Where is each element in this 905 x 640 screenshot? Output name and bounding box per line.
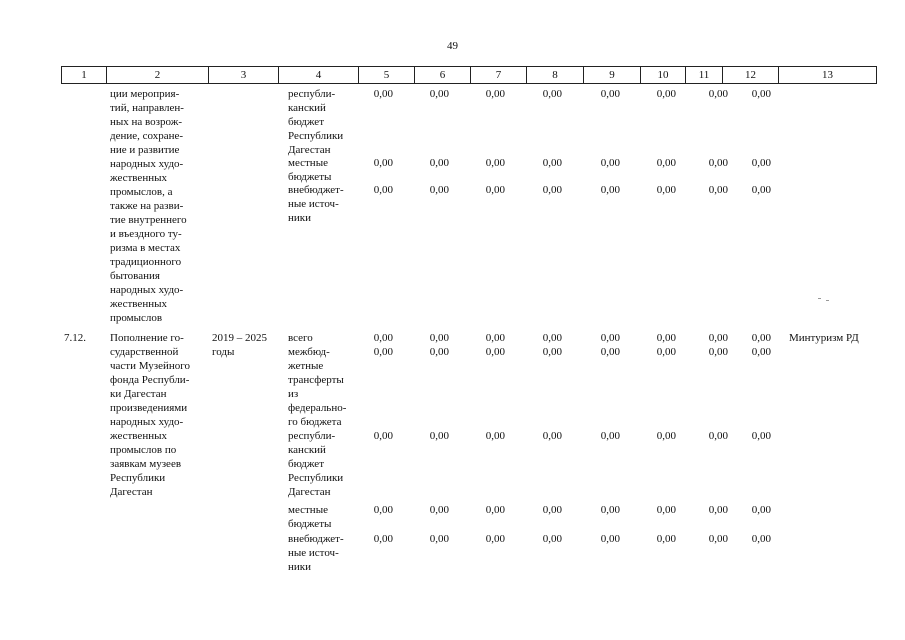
value-cell: 0,00 <box>373 332 393 344</box>
source-label-line: ные источ- <box>288 547 339 559</box>
value-cell: 0,00 <box>542 430 562 442</box>
value-cell: 0,00 <box>656 430 676 442</box>
source-label-line: бюджет <box>288 458 324 470</box>
value-cell: 0,00 <box>485 533 505 545</box>
value-cell: 0,00 <box>373 88 393 100</box>
value-cell: 0,00 <box>751 88 771 100</box>
desc-line: фонда Республи- <box>110 374 190 386</box>
value-cell: 0,00 <box>373 184 393 196</box>
desc-line: также на разви- <box>110 200 184 212</box>
header-col-5: 5 <box>359 67 415 83</box>
value-cell: 0,00 <box>429 184 449 196</box>
row2-description <box>110 331 200 499</box>
value-cell: 0,00 <box>485 157 505 169</box>
value-cell: 0,00 <box>542 533 562 545</box>
source-label-line: трансферты <box>288 374 344 386</box>
value-cell: 0,00 <box>600 346 620 358</box>
desc-line: ние и развитие <box>110 144 180 156</box>
value-cell: 0,00 <box>429 504 449 516</box>
desc-line: ных на возрож- <box>110 116 182 128</box>
value-cell: 0,00 <box>600 184 620 196</box>
value-cell: 0,00 <box>485 346 505 358</box>
value-cell: 0,00 <box>751 332 771 344</box>
value-cell: 0,00 <box>373 533 393 545</box>
source-label-line: жетные <box>288 360 324 372</box>
desc-line: жественных <box>110 298 167 310</box>
value-cell: 0,00 <box>542 88 562 100</box>
desc-line: народных худо- <box>110 284 184 296</box>
value-cell: 0,00 <box>708 504 728 516</box>
value-cell: 0,00 <box>708 533 728 545</box>
source-label-line: бюджеты <box>288 171 332 183</box>
value-cell: 0,00 <box>751 157 771 169</box>
header-col-9: 9 <box>584 67 641 83</box>
header-col-12: 12 <box>723 67 779 83</box>
value-cell: 0,00 <box>656 184 676 196</box>
source-label-line: Республики <box>288 130 344 142</box>
value-cell: 0,00 <box>656 332 676 344</box>
desc-line: Пополнение го- <box>110 332 184 344</box>
desc-line: тий, направлен- <box>110 102 184 114</box>
source-label-line: ники <box>288 212 312 224</box>
row2-period <box>212 331 282 359</box>
desc-line: и въездного ту- <box>110 228 182 240</box>
value-cell: 0,00 <box>542 504 562 516</box>
period-line: годы <box>212 346 235 358</box>
header-col-13: 13 <box>822 69 833 81</box>
source-label-line: республи- <box>288 88 336 100</box>
desc-line: Республики <box>110 472 166 484</box>
desc-line: традиционного <box>110 256 182 268</box>
header-col-8: 8 <box>527 67 584 83</box>
source-label-line: ные источ- <box>288 198 339 210</box>
value-cell: 0,00 <box>485 332 505 344</box>
source-label-line: местные <box>288 504 328 516</box>
desc-line: произведениями <box>110 402 188 414</box>
value-cell: 0,00 <box>708 88 728 100</box>
value-cell: 0,00 <box>656 346 676 358</box>
source-label-line: внебюджет- <box>288 533 344 545</box>
value-cell: 0,00 <box>429 332 449 344</box>
source-label-line: республи- <box>288 430 336 442</box>
header-col-10: 10 <box>641 67 686 83</box>
value-cell: 0,00 <box>751 430 771 442</box>
source-label-line: из <box>288 388 299 400</box>
page-number: 49 <box>447 40 458 52</box>
value-cell: 0,00 <box>656 533 676 545</box>
value-cell: 0,00 <box>751 346 771 358</box>
header-col-6: 6 <box>415 67 471 83</box>
source-label-line: ники <box>288 561 312 573</box>
source-label-line: Дагестан <box>288 144 331 156</box>
period-line: 2019 – 2025 <box>212 332 267 344</box>
value-cell: 0,00 <box>485 88 505 100</box>
value-cell: 0,00 <box>542 346 562 358</box>
source-label-line: го бюджета <box>288 416 342 428</box>
value-cell: 0,00 <box>429 430 449 442</box>
desc-line: народных худо- <box>110 416 184 428</box>
source-label-line: местные <box>288 157 328 169</box>
value-cell: 0,00 <box>485 430 505 442</box>
value-cell: 0,00 <box>751 533 771 545</box>
value-cell: 0,00 <box>373 346 393 358</box>
value-cell: 0,00 <box>485 504 505 516</box>
value-cell: 0,00 <box>600 504 620 516</box>
scan-speck <box>818 298 821 299</box>
desc-line: тие внутреннего <box>110 214 187 226</box>
desc-line: промыслов <box>110 312 163 324</box>
value-cell: 0,00 <box>600 88 620 100</box>
value-cell: 0,00 <box>429 88 449 100</box>
source-label-line: Республики <box>288 472 344 484</box>
desc-line: заявкам музеев <box>110 458 182 470</box>
desc-line: ции мероприя- <box>110 88 180 100</box>
desc-line: промыслов по <box>110 444 177 456</box>
row1-description <box>110 87 200 325</box>
value-cell: 0,00 <box>600 533 620 545</box>
source-label-line: федерально- <box>288 402 347 414</box>
desc-line: бытования <box>110 270 160 282</box>
value-cell: 0,00 <box>600 430 620 442</box>
desc-line: сударственной <box>110 346 179 358</box>
source-label-line: межбюд- <box>288 346 330 358</box>
desc-line: Дагестан <box>110 486 153 498</box>
value-cell: 0,00 <box>708 157 728 169</box>
value-cell: 0,00 <box>708 184 728 196</box>
header-col-1: 1 <box>62 67 107 83</box>
value-cell: 0,00 <box>751 184 771 196</box>
header-col-11: 11 <box>686 67 723 83</box>
value-cell: 0,00 <box>429 346 449 358</box>
value-cell: 0,00 <box>600 332 620 344</box>
value-cell: 0,00 <box>373 504 393 516</box>
source-label-line: всего <box>288 332 313 344</box>
scan-speck <box>826 300 829 301</box>
value-cell: 0,00 <box>542 184 562 196</box>
desc-line: жественных <box>110 430 167 442</box>
source-label-line: Дагестан <box>288 486 331 498</box>
header-col-4: 4 <box>279 67 359 83</box>
desc-line: промыслов, а <box>110 186 173 198</box>
source-label-line: внебюджет- <box>288 184 344 196</box>
value-cell: 0,00 <box>542 332 562 344</box>
desc-line: народных худо- <box>110 158 184 170</box>
desc-line: дение, сохране- <box>110 130 184 142</box>
value-cell: 0,00 <box>600 157 620 169</box>
value-cell: 0,00 <box>542 157 562 169</box>
value-cell: 0,00 <box>656 157 676 169</box>
source-label-line: бюджеты <box>288 518 332 530</box>
value-cell: 0,00 <box>429 157 449 169</box>
desc-line: ки Дагестан <box>110 388 167 400</box>
value-cell: 0,00 <box>373 430 393 442</box>
source-label-line: бюджет <box>288 116 324 128</box>
desc-line: части Музейного <box>110 360 190 372</box>
value-cell: 0,00 <box>429 533 449 545</box>
table-header-row <box>61 66 877 84</box>
source-label-line: канский <box>288 102 326 114</box>
desc-line: ризма в местах <box>110 242 181 254</box>
desc-line: жественных <box>110 172 167 184</box>
value-cell: 0,00 <box>708 430 728 442</box>
value-cell: 0,00 <box>373 157 393 169</box>
value-cell: 0,00 <box>708 346 728 358</box>
source-label-line: канский <box>288 444 326 456</box>
value-cell: 0,00 <box>708 332 728 344</box>
value-cell: 0,00 <box>656 504 676 516</box>
header-col-7: 7 <box>471 67 527 83</box>
row2-executor: Минтуризм РД <box>789 332 859 344</box>
value-cell: 0,00 <box>751 504 771 516</box>
value-cell: 0,00 <box>656 88 676 100</box>
row2-number: 7.12. <box>64 332 86 344</box>
value-cell: 0,00 <box>485 184 505 196</box>
header-col-3: 3 <box>209 67 279 83</box>
header-col-2: 2 <box>107 67 209 83</box>
